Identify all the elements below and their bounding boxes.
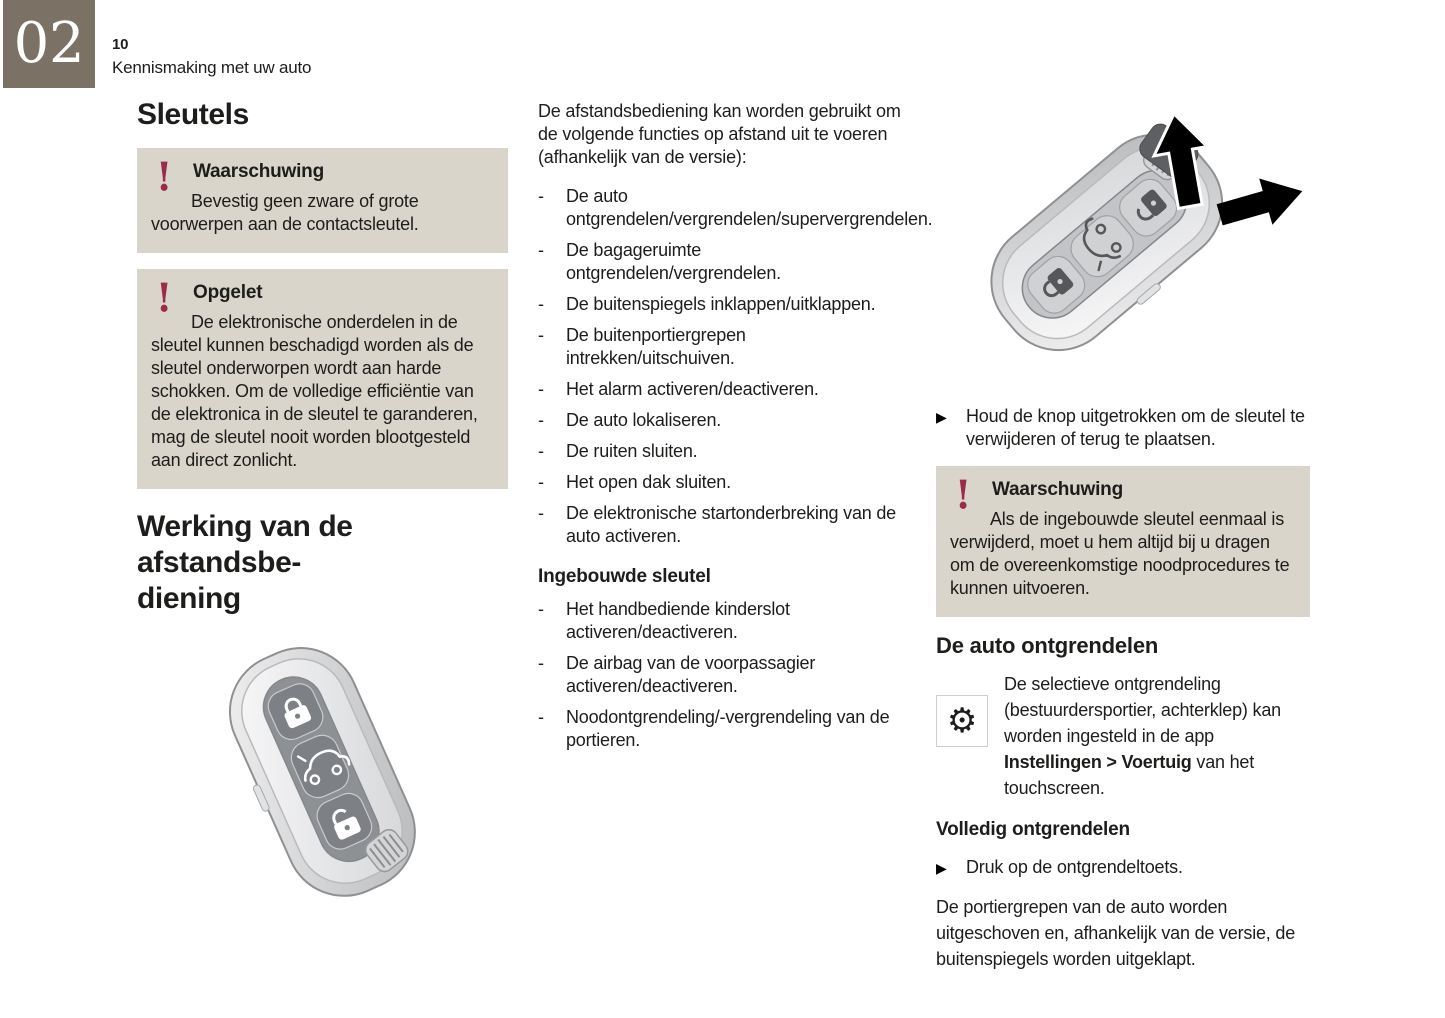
dash-marker: - xyxy=(538,503,544,523)
dash-marker: - xyxy=(538,707,544,727)
key-removal-image xyxy=(936,95,1310,390)
warning-title: Waarschuwing xyxy=(193,161,324,182)
list-item: - Het open dak sluiten. xyxy=(538,472,731,492)
press-unlock-instruction: ▶ Druk op de ontgrendeltoets. xyxy=(936,856,1310,879)
dash-marker: - xyxy=(538,599,544,619)
key-fob-illustration xyxy=(137,631,508,918)
page-title: Sleutels xyxy=(137,98,249,131)
caution-title: Opgelet xyxy=(193,282,263,303)
caution-box xyxy=(137,269,508,489)
list-item: - De elektronische startonderbreking van de auto activeren. xyxy=(538,503,896,546)
warning-box-right xyxy=(936,466,1310,617)
key-removal-illustration xyxy=(936,95,1310,390)
list-item: - De buitenspiegels inklappen/uitklappen. xyxy=(538,294,876,314)
section-title: Kennismaking met uw auto xyxy=(112,58,312,77)
dash-marker: - xyxy=(538,653,544,673)
list-item: - De auto ontgrendelen/vergrendelen/supervergrendelen. xyxy=(538,186,933,229)
action-arrow-icon: ▶ xyxy=(936,409,947,425)
warning-box xyxy=(137,148,508,253)
middle-column xyxy=(538,100,933,760)
list-item: - De buitenportiergrepen intrekken/uitschuiven. xyxy=(538,325,746,368)
warning-icon: ! xyxy=(156,153,173,201)
left-column xyxy=(137,98,508,918)
list-item: - Noodontgrendeling/-vergrendeling van de portieren. xyxy=(538,707,890,750)
dash-marker: - xyxy=(538,472,544,492)
right-column xyxy=(936,95,1310,972)
list-item: - De bagageruimte ontgrendelen/vergrendelen. xyxy=(538,240,781,283)
dash-marker: - xyxy=(538,325,544,345)
warning-body: Als de ingebouwde sleutel eenmaal is verwijderd, moet u hem altijd bij u dragen om de overeenkomstige noodprocedures te kunnen uitvoeren. xyxy=(950,509,1290,598)
warning-body: Bevestig geen zware of grote voorwerpen aan de contactsleutel. xyxy=(151,191,419,234)
warning-icon: ! xyxy=(955,471,972,519)
slide-out-arrow-icon xyxy=(1213,168,1309,238)
dash-marker: - xyxy=(538,186,544,206)
integrated-key-subhead: Ingebouwde sleutel xyxy=(538,566,711,587)
list-item: - De auto lokaliseren. xyxy=(538,410,722,430)
hold-button-instruction: ▶ Houd de knop uitgetrokken om de sleutel te verwijderen of terug te plaatsen. xyxy=(936,406,1305,449)
caution-body: De elektronische onderdelen in de sleutel kunnen beschadigd worden als de sleutel onderworpen wordt aan harde schokken. Om de volledige efficiëntie van de elektronica in de sleutel te garanderen, mag de sleutel nooit worden blootgesteld aan direct zonlicht. xyxy=(151,312,478,470)
list-item: - Het alarm activeren/deactiveren. xyxy=(538,379,819,399)
warning-title: Waarschuwing xyxy=(992,479,1123,500)
settings-note xyxy=(936,671,1310,801)
integrated-key-list xyxy=(538,598,906,752)
full-unlock-subhead: Volledig ontgrendelen xyxy=(936,819,1130,840)
remote-heading-line2: diening xyxy=(137,582,241,615)
action-arrow-icon: ▶ xyxy=(936,860,947,876)
remote-heading xyxy=(137,509,508,617)
chapter-number-box xyxy=(3,0,95,88)
gear-icon: ⚙ xyxy=(946,702,978,740)
key-fob-image xyxy=(137,631,494,918)
dash-marker: - xyxy=(538,410,544,430)
list-item: - Het handbediende kinderslot activeren/deactiveren. xyxy=(538,599,790,642)
dash-marker: - xyxy=(538,379,544,399)
settings-app-path: Instellingen > Voertuig xyxy=(1004,752,1192,772)
chapter-number: 02 xyxy=(13,11,85,76)
dash-marker: - xyxy=(538,240,544,260)
list-item: - De airbag van de voorpassagier activeren/deactiveren. xyxy=(538,653,816,696)
remote-functions-list xyxy=(538,185,933,548)
settings-text: De selectieve ontgrendeling (bestuurdersportier, achterklep) kan worden ingesteld in de app Instellingen > Voertuig van het touchscreen. xyxy=(1004,674,1281,798)
page-number: 10 xyxy=(112,36,129,53)
list-item: - De ruiten sluiten. xyxy=(538,441,698,461)
unlock-heading: De auto ontgrendelen xyxy=(936,633,1159,658)
unlock-result-text: De portiergrepen van de auto worden uitgeschoven en, afhankelijk van de versie, de buitenspiegels worden uitgeklapt. xyxy=(936,897,1296,969)
dash-marker: - xyxy=(538,294,544,314)
settings-gear-box xyxy=(936,695,988,747)
remote-intro: De afstandsbediening kan worden gebruikt om de volgende functies op afstand uit te voeren (afhankelijk van de versie): xyxy=(538,101,901,167)
caution-icon: ! xyxy=(156,274,173,322)
remote-heading-line1: Werking van de afstandsbe- xyxy=(137,510,353,579)
dash-marker: - xyxy=(538,441,544,461)
